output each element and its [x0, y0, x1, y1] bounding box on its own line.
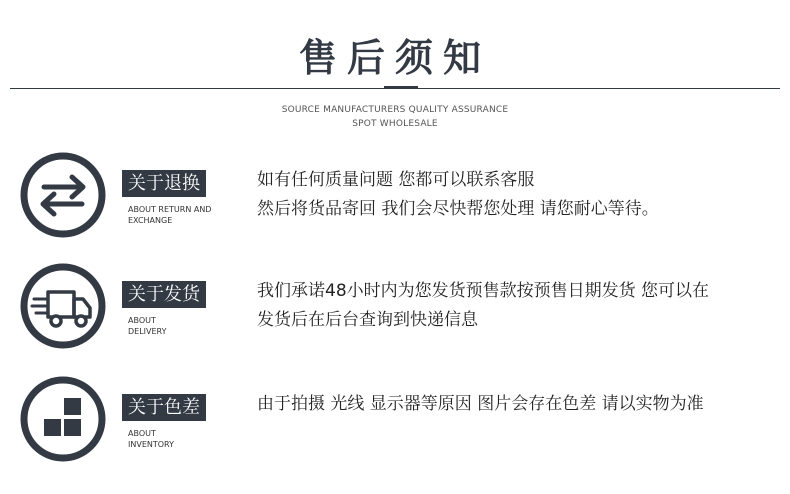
subtitle-line-1: SOURCE MANUFACTURERS QUALITY ASSURANCE [281, 105, 509, 115]
section-label: 关于发货 [122, 281, 206, 308]
section-delivery [0, 259, 790, 359]
description-line-2: 发货后在后台查询到快递信息 [257, 310, 478, 330]
page-title: 售后须知 [298, 36, 491, 80]
description-line-1: 我们承诺48小时内为您发货预售款按预售日期发货 您可以在 [257, 281, 710, 301]
section-label-en-line-2: DELIVERY [128, 327, 167, 336]
description-line-1: 由于拍摄 光线 显示器等原因 图片会存在色差 请以实物为准 [257, 394, 704, 414]
section-label-en [128, 428, 174, 450]
delivery-truck-icon [20, 263, 106, 349]
section-label-en [128, 315, 167, 337]
section-label-en-line-1: ABOUT [128, 316, 156, 325]
description-line-1: 如有任何质量问题 您都可以联系客服 [257, 170, 535, 190]
section-label: 关于退换 [122, 170, 206, 197]
section-label-en-line-2: INVENTORY [128, 440, 174, 449]
title-divider-accent [384, 86, 418, 89]
section-return-exchange [0, 148, 790, 248]
description-line-2: 然后将货品寄回 我们会尽快帮您处理 请您耐心等待。 [257, 199, 659, 219]
section-label: 关于色差 [122, 394, 206, 421]
section-description [257, 166, 659, 224]
section-label-en-line-1: ABOUT RETURN AND [128, 205, 212, 214]
section-description [257, 277, 709, 335]
inventory-boxes-icon [20, 376, 106, 462]
exchange-arrows-icon [20, 152, 106, 238]
section-description [257, 390, 704, 419]
section-color-difference [0, 372, 790, 472]
section-label-en [128, 204, 211, 226]
subtitle-line-2: SPOT WHOLESALE [352, 119, 438, 129]
section-label-en-line-2: EXCHANGE [128, 216, 173, 225]
section-label-en-line-1: ABOUT [128, 429, 156, 438]
